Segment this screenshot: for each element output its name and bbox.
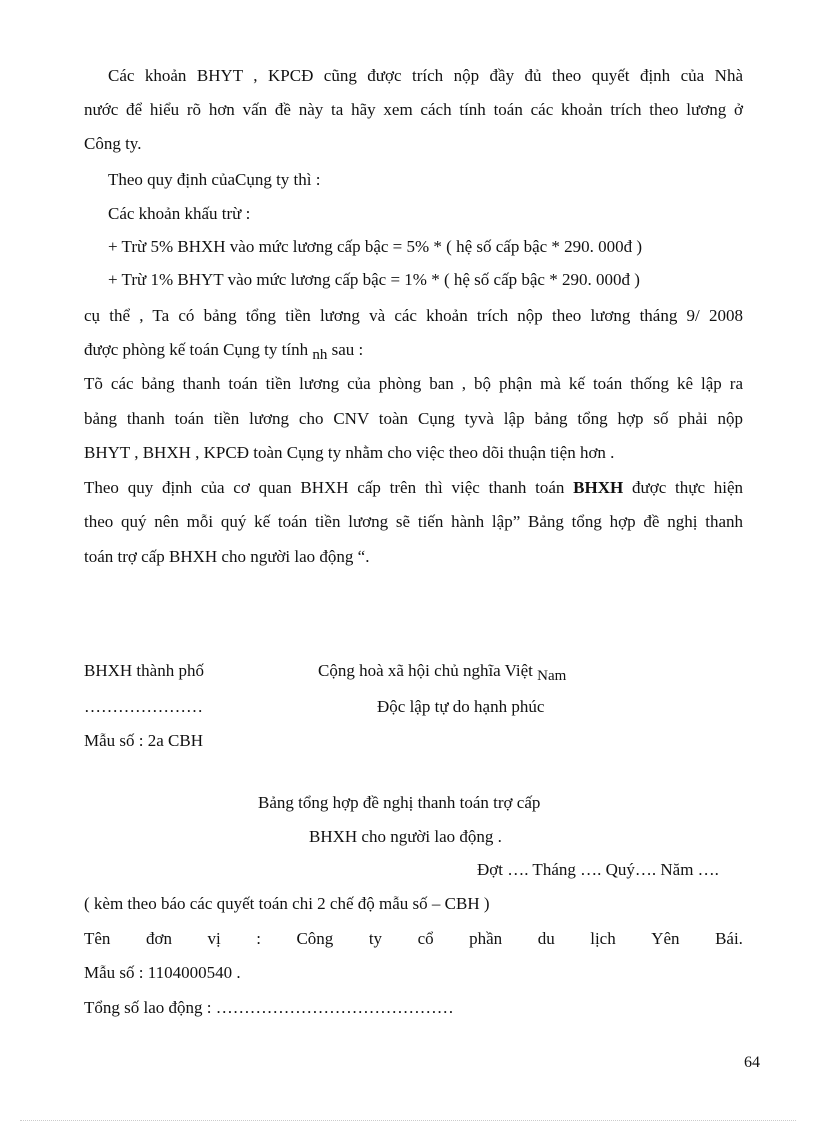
form-number: Mẫu số : 2a CBH (84, 731, 203, 750)
para3-line2: bảng thanh toán tiền lương cho CNV toàn Cụng tyvà lập bảng tổng hợp số phải nộp (84, 409, 743, 428)
agency-label: BHXH thành phố (84, 661, 204, 680)
unit-name-word: vị (207, 929, 221, 948)
para4-line1-start: Theo quy định của cơ quan BHXH cấp trên thì việc thanh toán (84, 478, 565, 497)
para2-line1: cụ thể , Ta có bảng tổng tiền lương và các khoản trích nộp theo lương tháng 9/ 2008 (84, 306, 743, 325)
form-note: ( kèm theo báo các quyết toán chi 2 chế độ mẫu số – CBH ) (84, 894, 490, 913)
para1-line3: Công ty. (84, 134, 142, 153)
unit-name-word: Bái. (715, 929, 743, 948)
deduction-bhxh: + Trừ 5% BHXH vào mức lương cấp bậc = 5% * ( hệ số cấp bậc * 290. 000đ ) (108, 237, 643, 256)
unit-name-word: phần (469, 929, 503, 948)
unit-name-word: lịch (590, 929, 616, 948)
national-motto: Độc lập tự do hạnh phúc (377, 697, 545, 716)
para1-line2: nước để hiểu rõ hơn vấn đề này ta hãy xem cách tính toán các khoản trích theo lương ở (84, 100, 743, 119)
unit-code: Mẫu số : 1104000540 . (84, 963, 241, 982)
para4-line1 (84, 478, 743, 498)
unit-name-word: Công (296, 929, 334, 948)
unit-name-line (84, 929, 743, 949)
total-workers: Tổng số lao động : …………………………………… (84, 998, 454, 1017)
page-number: 64 (744, 1054, 760, 1071)
form-title-line1: Bảng tổng hợp đề nghị thanh toán trợ cấp (258, 793, 541, 812)
para4-line1-end: được thực hiện (632, 478, 744, 497)
para4-line2: theo quý nên mỗi quý kế toán tiền lương sẽ tiến hành lập” Bảng tổng hợp đề nghị thanh (84, 512, 743, 531)
deduction-bhyt: + Trừ 1% BHYT vào mức lương cấp bậc = 1% * ( hệ số cấp bậc * 290. 000đ ) (108, 270, 640, 289)
republic-title-sub: Nam (537, 668, 567, 684)
unit-name-word: : (256, 929, 261, 948)
para3-line1: Tõ các bảng thanh toán tiền lương của phòng ban , bộ phận mà kế toán thống kê lập ra (84, 374, 743, 393)
para4-line3: toán trợ cấp BHXH cho người lao động “. (84, 547, 370, 566)
form-title-line2: BHXH cho người lao động . (309, 827, 502, 846)
para2-line2 (84, 340, 743, 363)
unit-name-word: đơn (145, 929, 172, 948)
rule-intro: Theo quy định củaCụng ty thì : (108, 170, 321, 189)
para1-line1: Các khoản BHYT , KPCĐ cũng được trích nộp đầy đủ theo quyết định của Nhà (108, 66, 743, 85)
unit-name-word: ty (368, 929, 383, 948)
unit-name-word: Tên (84, 929, 111, 948)
form-period: Đợt …. Tháng …. Quý…. Năm …. (477, 860, 719, 879)
para3-line3: BHYT , BHXH , KPCĐ toàn Cụng ty nhằm cho việc theo dõi thuận tiện hơn . (84, 443, 615, 462)
para2-line2-end: sau : (331, 340, 364, 359)
para2-line2-sub: nh (312, 347, 328, 363)
republic-title-start: Cộng hoà xã hội chủ nghĩa Việt (318, 661, 533, 680)
republic-title (318, 661, 567, 684)
para4-line1-bold: BHXH (573, 478, 624, 497)
bottom-divider (20, 1120, 796, 1121)
para2-line2-start: được phòng kế toán Cụng ty tính (84, 340, 309, 359)
unit-name-word: Yên (651, 929, 680, 948)
deductions-title: Các khoản khấu trừ : (108, 204, 251, 223)
agency-dots: ………………… (84, 697, 203, 716)
unit-name-word: du (537, 929, 555, 948)
unit-name-word: cổ (417, 929, 434, 948)
